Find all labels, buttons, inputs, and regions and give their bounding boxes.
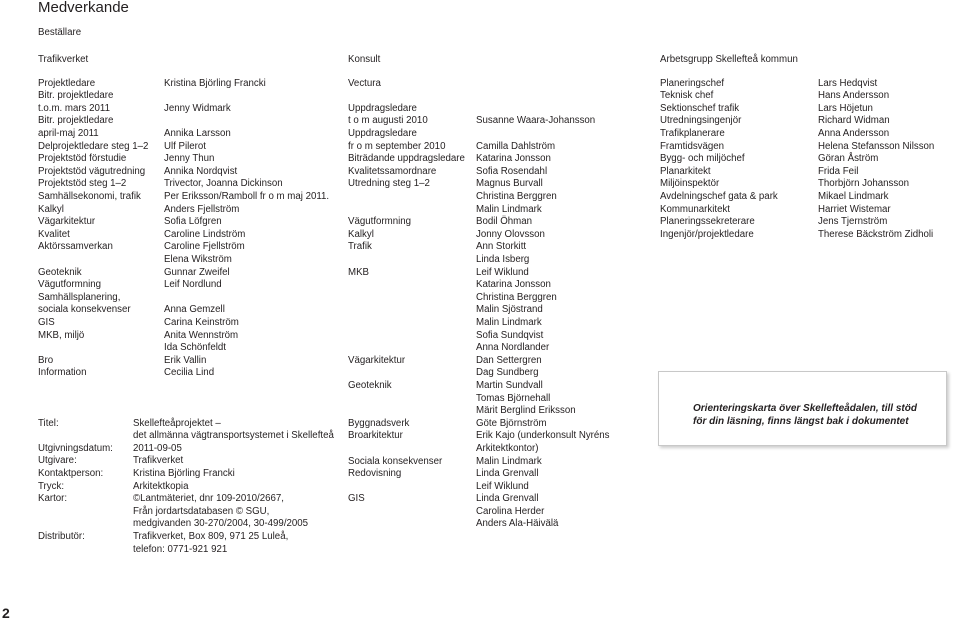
person-name: Anna Nordlander [476, 342, 550, 354]
role-label: Geoteknik [348, 379, 392, 391]
credit-row [348, 481, 610, 494]
role-label: Uppdragsledare [348, 128, 417, 140]
role-label: Planeringschef [660, 77, 725, 89]
role-label: sociala konsekvenser [38, 304, 131, 316]
person-name: Erik Kajo (underkonsult Nyréns [476, 430, 610, 442]
role-label: Utredning steg 1–2 [348, 178, 430, 190]
credit-row [38, 367, 329, 380]
credit-row [348, 342, 610, 355]
role-label: Bitr. projektledare [38, 90, 114, 102]
credit-row [38, 267, 329, 280]
credit-row [38, 330, 329, 343]
role-label: Kalkyl [38, 203, 64, 215]
person-name: Lars Hedqvist [818, 77, 878, 89]
role-label: GIS [348, 493, 365, 505]
credit-row [348, 216, 610, 229]
person-name: Camilla Dahlström [476, 140, 556, 152]
person-name: Dan Settergren [476, 354, 542, 366]
person-name: Christina Berggren [476, 291, 557, 303]
person-name: Anna Andersson [818, 128, 890, 140]
role-label: Projektstöd steg 1–2 [38, 178, 127, 190]
role-label: t.o.m. mars 2011 [38, 102, 110, 114]
pub-row [38, 481, 334, 494]
pub-row [38, 430, 334, 443]
person-name: Ida Schönfeldt [164, 342, 226, 354]
role-label: Samhällsplanering, [38, 291, 121, 303]
credit-row [38, 90, 329, 103]
credit-row [348, 317, 610, 330]
role-label: Geoteknik [38, 266, 82, 278]
credit-row [38, 216, 329, 229]
person-name: Linda Grenvall [476, 493, 539, 505]
column-heading-arbetsgrupp: Arbetsgrupp Skellefteå kommun [660, 54, 798, 65]
person-name: Carina Keinström [164, 316, 239, 328]
person-name: Arkitektkontor) [476, 442, 539, 454]
pub-value: det allmänna vägtransportsystemet i Skellefteå [133, 430, 334, 442]
role-label: Samhällsekonomi, trafik [38, 191, 141, 203]
person-name: Magnus Burvall [476, 178, 543, 190]
publication-info [38, 418, 334, 557]
person-name: Carolina Herder [476, 505, 545, 517]
role-label: Vägarkitektur [348, 354, 406, 366]
role-label: Projektstöd förstudie [38, 153, 127, 165]
role-label: Kvalitetssamordnare [348, 165, 437, 177]
role-label: Biträdande uppdragsledare [348, 153, 465, 165]
pub-value: Kristina Björling Francki [133, 468, 235, 480]
person-name: Göte Björnström [476, 417, 547, 429]
person-name: Mikael Lindmark [818, 191, 889, 203]
role-label: Avdelningschef gata & park [660, 191, 778, 203]
role-label: Sociala konsekvenser [348, 455, 443, 467]
credit-row [348, 153, 610, 166]
person-name: Erik Vallin [164, 354, 207, 366]
role-label: Projektledare [38, 77, 96, 89]
credit-row [660, 128, 934, 141]
person-name: Richard Widman [818, 115, 890, 127]
role-label: Trafikplanerare [660, 128, 725, 140]
credit-row [348, 380, 610, 393]
section-label: Beställare [38, 27, 82, 38]
person-name: Martin Sundvall [476, 379, 543, 391]
orientation-map-note [658, 371, 947, 446]
person-name: Per Eriksson/Ramboll fr o m maj 2011. [164, 191, 330, 203]
role-label: Redovisning [348, 468, 402, 480]
credit-row [348, 141, 610, 154]
role-label: MKB [348, 266, 369, 278]
person-name: Katarina Jonsson [476, 153, 551, 165]
person-name: Sofia Löfgren [164, 216, 222, 228]
credit-row [38, 204, 329, 217]
credit-row [348, 330, 610, 343]
credit-row [348, 128, 610, 141]
person-name: Ann Storkitt [476, 241, 527, 253]
pub-row [38, 443, 334, 456]
role-label: Trafik [348, 241, 372, 253]
person-name: Jonny Olovsson [476, 228, 545, 240]
credit-row [660, 191, 934, 204]
person-name: Tomas Björnehall [476, 392, 551, 404]
credit-row [660, 204, 934, 217]
credit-row [348, 304, 610, 317]
pub-value: ©Lantmäteriet, dnr 109-2010/2667, [133, 493, 284, 505]
credit-row [348, 292, 610, 305]
credit-row [660, 141, 934, 154]
pub-label: Utgivare: [38, 455, 77, 467]
person-name: Malin Lindmark [476, 203, 542, 215]
pub-row [38, 418, 334, 431]
person-name: Annika Larsson [164, 128, 231, 140]
person-name: Katarina Jonsson [476, 279, 551, 291]
role-label: Aktörssamverkan [38, 241, 113, 253]
credit-row [38, 141, 329, 154]
person-name: Malin Sjöstrand [476, 304, 543, 316]
pub-row [38, 506, 334, 519]
role-label: Bygg- och miljöchef [660, 153, 745, 165]
person-name: Gunnar Zweifel [164, 266, 230, 278]
pub-value: Trafikverket [133, 455, 184, 467]
column-heading-trafikverket: Trafikverket [38, 54, 89, 65]
role-label: Uppdragsledare [348, 102, 417, 114]
pub-value: 2011-09-05 [133, 442, 182, 454]
credit-row [348, 279, 610, 292]
role-label: GIS [38, 316, 55, 328]
person-name: Jenny Widmark [164, 102, 231, 114]
person-name: Christina Berggren [476, 191, 557, 203]
role-label: Byggnadsverk [348, 417, 410, 429]
role-label: Kommunarkitekt [660, 203, 730, 215]
credit-row [348, 367, 610, 380]
credit-row [348, 254, 610, 267]
note-line: Orienteringskarta över Skellefteådalen, till stöd [693, 403, 917, 414]
credit-row [348, 405, 610, 418]
pub-value: Trafikverket, Box 809, 971 25 Luleå, [133, 531, 289, 543]
company-row [348, 78, 610, 91]
person-name: Elena Wikström [164, 254, 232, 265]
credit-row [38, 153, 329, 166]
role-label: fr o m september 2010 [348, 140, 446, 152]
credit-row [348, 191, 610, 204]
konsult-credits [348, 78, 610, 531]
pub-label: Titel: [38, 417, 59, 429]
pub-value: medgivanden 30-270/2004, 30-499/2005 [133, 518, 309, 530]
person-name: Anders Fjellström [164, 203, 240, 215]
person-name: Cecilia Lind [164, 367, 215, 379]
person-name: Susanne Waara-Johansson [476, 115, 596, 127]
credit-row [38, 342, 329, 355]
role-label: Teknisk chef [660, 90, 714, 102]
credit-row [348, 178, 610, 191]
role-label: Delprojektledare steg 1–2 [38, 140, 149, 152]
person-name: Jens Tjernström [818, 216, 888, 228]
page-title: Medverkande [38, 0, 129, 16]
credit-row [348, 355, 610, 368]
person-name: Ulf Pilerot [164, 140, 206, 152]
person-name: Harriet Wistemar [818, 203, 891, 215]
credit-row [348, 229, 610, 242]
credit-row [348, 518, 610, 531]
person-name: Anders Ala-Häivälä [476, 518, 559, 530]
role-label: Ingenjör/projektledare [660, 228, 754, 240]
pub-row [38, 468, 334, 481]
role-label: Vägutformning [348, 216, 412, 228]
credit-row [660, 115, 934, 128]
credit-row [348, 456, 610, 469]
role-label: Bitr. projektledare [38, 115, 114, 127]
person-name: Thorbjörn Johansson [818, 178, 910, 190]
pub-row [38, 455, 334, 468]
note-line: för din läsning, finns längst bak i dokumentet [693, 416, 909, 427]
pub-row [38, 518, 334, 531]
trafikverket-credits [38, 78, 329, 380]
credit-row [348, 241, 610, 254]
role-label: Broarkitektur [348, 430, 403, 442]
credit-row [38, 317, 329, 330]
person-name: Frida Feil [818, 165, 859, 177]
person-name: Sofia Rosendahl [476, 165, 548, 177]
credit-row [38, 229, 329, 242]
person-name: Leif Wiklund [476, 480, 529, 492]
role-label: Kalkyl [348, 228, 374, 240]
page-number: 2 [2, 605, 10, 621]
person-name: Bodil Öhman [476, 216, 533, 228]
person-name: Trivector, Joanna Dickinson [164, 178, 283, 190]
role-label: Vägarkitektur [38, 216, 96, 228]
credit-row [348, 430, 610, 443]
person-name: Sofia Sundqvist [476, 329, 544, 341]
credit-row [38, 241, 329, 254]
role-label: Sektionschef trafik [660, 102, 740, 114]
pub-row [38, 531, 334, 544]
role-label: Planeringssekreterare [660, 216, 755, 228]
credit-row [38, 254, 329, 267]
role-label: Planarkitekt [660, 165, 711, 177]
pub-row [38, 493, 334, 506]
credit-row [660, 229, 934, 242]
credit-row [660, 153, 934, 166]
credit-row [660, 178, 934, 191]
credit-row [660, 90, 934, 103]
person-name: Lars Höjetun [818, 102, 873, 114]
pub-value: Från jordartsdatabasen © SGU, [133, 505, 270, 517]
person-name: Leif Nordlund [164, 279, 222, 291]
credit-row [38, 128, 329, 141]
credit-row [348, 166, 610, 179]
credit-row [348, 443, 610, 456]
credit-row [660, 78, 934, 91]
credit-row [38, 292, 329, 305]
credit-row [348, 506, 610, 519]
credit-row [38, 115, 329, 128]
credit-row [348, 204, 610, 217]
credit-row [38, 178, 329, 191]
credit-row [38, 279, 329, 292]
credit-row [348, 267, 610, 280]
pub-label: Distributör: [38, 531, 85, 543]
person-name: Kristina Björling Francki [164, 77, 266, 89]
role-label: Miljöinspektör [660, 178, 720, 190]
person-name: Leif Wiklund [476, 266, 529, 278]
person-name: Linda Isberg [476, 254, 530, 265]
person-name: Anita Wennström [164, 329, 239, 341]
credit-row [348, 115, 610, 128]
person-name: Malin Lindmark [476, 455, 542, 467]
credit-row [348, 493, 610, 506]
credit-row [38, 166, 329, 179]
person-name: Dag Sundberg [476, 367, 539, 379]
pub-label: Utgivningsdatum: [38, 442, 113, 454]
credit-row [348, 103, 610, 116]
pub-label: Kartor: [38, 493, 68, 505]
credit-row [38, 78, 329, 91]
credit-row [660, 216, 934, 229]
company-name: Vectura [348, 77, 381, 89]
pub-value: Skellefteåprojektet – [133, 417, 221, 429]
role-label: Framtidsvägen [660, 140, 725, 152]
credit-row [38, 103, 329, 116]
person-name: Caroline Fjellström [164, 241, 245, 253]
pub-value: telefon: 0771-921 921 [133, 543, 228, 555]
credit-row [38, 191, 329, 204]
pub-label: Tryck: [38, 480, 65, 492]
role-label: april-maj 2011 [38, 128, 99, 140]
person-name: Göran Åström [818, 153, 879, 165]
pub-value: Arkitektkopia [133, 480, 189, 492]
role-label: Information [38, 367, 87, 379]
credit-row [348, 393, 610, 406]
credit-row [660, 103, 934, 116]
role-label: Projektstöd vägutredning [38, 165, 146, 177]
person-name: Märit Berglind Eriksson [476, 405, 576, 417]
person-name: Jenny Thun [164, 153, 215, 165]
person-name: Hans Andersson [818, 90, 890, 102]
role-label: Vägutformning [38, 279, 102, 291]
person-name: Anna Gemzell [164, 304, 225, 316]
credit-row [38, 304, 329, 317]
person-name: Caroline Lindström [164, 228, 246, 240]
credit-row [348, 418, 610, 431]
role-label: Kvalitet [38, 228, 70, 240]
person-name: Malin Lindmark [476, 316, 542, 328]
credit-row [348, 468, 610, 481]
credit-row [660, 166, 934, 179]
pub-row [38, 544, 334, 557]
arbetsgrupp-credits [660, 78, 934, 242]
role-label: MKB, miljö [38, 329, 85, 341]
credit-row [38, 355, 329, 368]
pub-label: Kontaktperson: [38, 468, 104, 480]
column-heading-konsult: Konsult [348, 54, 381, 65]
person-name: Annika Nordqvist [164, 165, 238, 177]
role-label: Bro [38, 354, 54, 366]
person-name: Helena Stefansson Nilsson [818, 140, 935, 152]
person-name: Linda Grenvall [476, 468, 539, 480]
role-label: t o m augusti 2010 [348, 115, 428, 127]
role-label: Utredningsingenjör [660, 115, 742, 127]
person-name: Therese Bäckström Zidholi [818, 228, 934, 240]
